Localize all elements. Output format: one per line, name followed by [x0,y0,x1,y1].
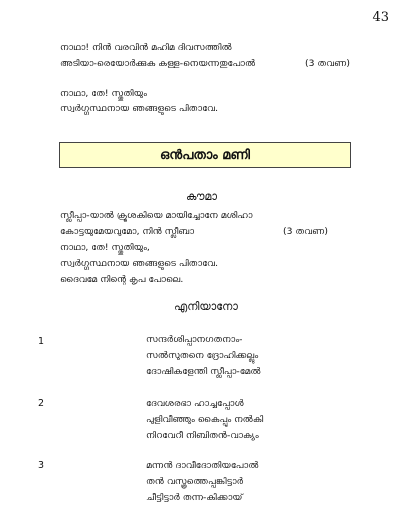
qauma-line-2: കോട്ടയുമേയവുമോ, നിൻ സ്ലീബാ [60,226,195,237]
verse-number-1: 1 [38,336,45,347]
block1-line-1: നാഥാ! നിൻ വരവിൻ മഹിമ ദിവസത്തിൽ [60,42,232,53]
qauma-line-4: സ്വർഗ്ഗസ്ഥനായ ഞങ്ങളുടെ പിതാവേ. [60,258,219,269]
block2-line-2: സ്വർഗ്ഗസ്ഥനായ ഞങ്ങളുടെ പിതാവേ. [60,103,219,114]
verse-number-3: 3 [38,460,45,471]
qauma-repeat-note: (3 തവണ) [283,226,328,237]
verse-number-2: 2 [38,398,45,409]
block1-line-2: അടിയാ-രെയോർക്കുക കള്ള-നെയന്നതുപോൽ [60,58,256,69]
verse-2-line-2: പുളിവീഞ്ഞും കൈപ്പും നൽകി [146,414,264,425]
verse-1-line-1: സന്ദർശിപ്പാനഗതനാം- [146,334,243,345]
verse-2-line-3: നിറവേറീ നിബിതൻ-വാക്യം [146,430,259,441]
verse-2-line-1: ദേവശരഭാ ഹാച്ചപ്പോൾ [146,398,244,409]
verse-1-line-3: ദോഷികളേന്തി സ്ലീപ്പാ-മേൽ [146,366,261,377]
section-title: ഒൻപതാം മണി [160,147,250,163]
qauma-line-1: സ്ലീപ്പാ-യാൽ ക്രൂശകിയെ മായിച്ചോനേ മശിഹാ [60,210,253,221]
qauma-line-5: ദൈവമേ നിന്റെ കൃപ പോലെ. [60,274,184,285]
qauma-line-3: നാഥാ, തേ! സ്തുതിയും, [60,242,150,253]
section-title-box [59,142,351,168]
qauma-heading: കൗമാ [186,190,217,203]
page-number: 43 [372,10,389,25]
block1-repeat-note: (3 തവണ) [305,58,350,69]
verse-3-line-2: തൻ വസ്ത്രത്തെപ്പങ്കിട്ടാർ [146,476,244,487]
block2-line-1: നാഥാ, തേ! സ്തുതിയും [60,88,147,99]
enyana-heading: എനിയാനോ [174,300,238,313]
verse-3-line-3: ചീട്ടിട്ടാർ തന്ന-കിക്കായ് [146,492,243,503]
verse-3-line-1: മന്നൻ ദാവീദോതിയപോൽ [146,460,259,471]
verse-1-line-2: സൽസുതനെ ദ്രോഹിക്കല്ലും [146,350,259,361]
